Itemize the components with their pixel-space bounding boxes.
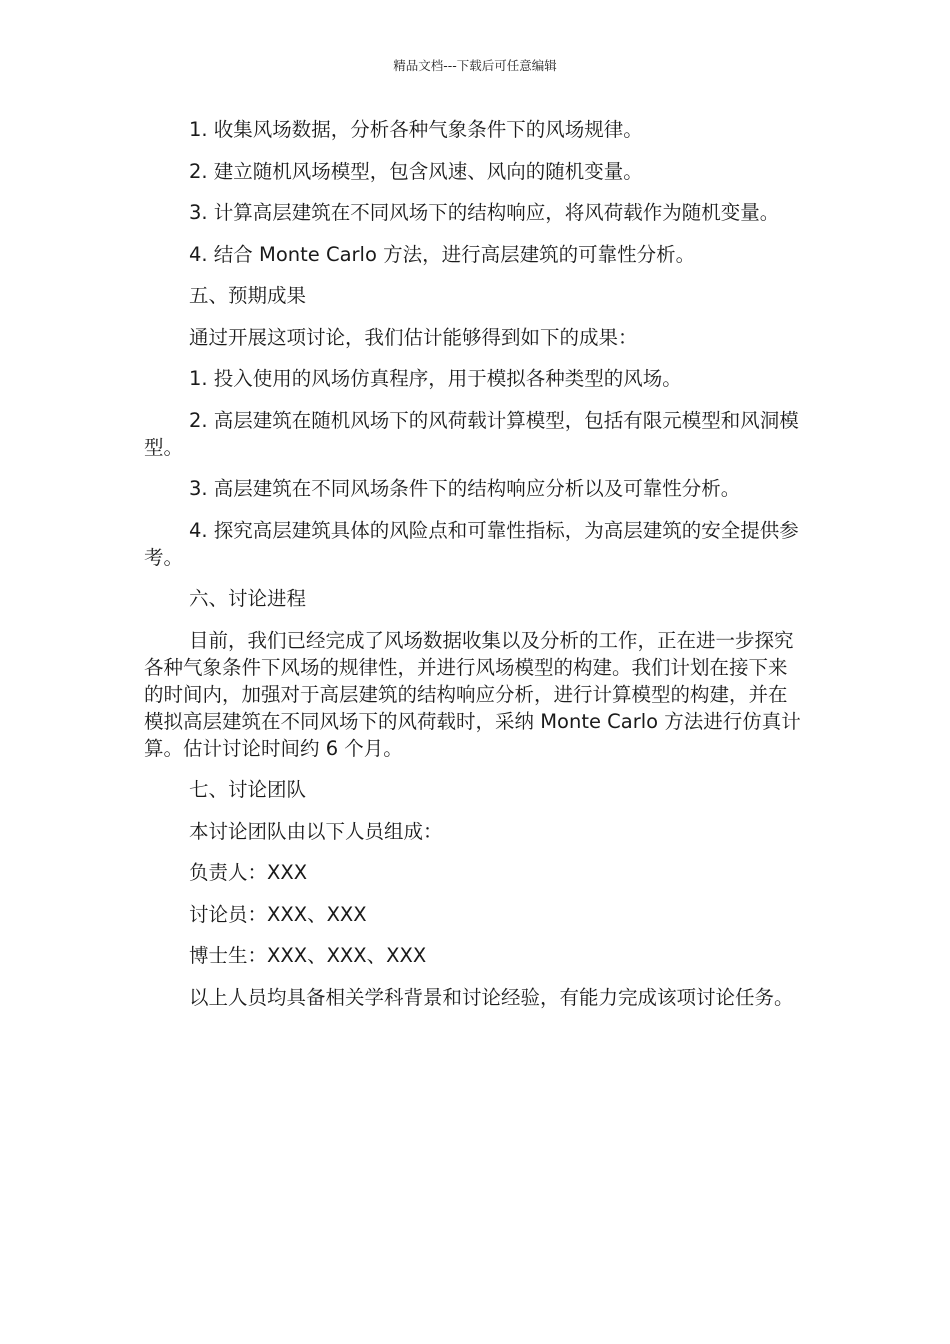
document-body bbox=[144, 116, 804, 1025]
list-item: 4. 探究高层建筑具体的风险点和可靠性指标，为高层建筑的安全提供参考。 bbox=[144, 518, 799, 569]
paragraph: 目前，我们已经完成了风场数据收集以及分析的工作，正在进一步探究各种气象条件下风场的规律性，并进行风场模型的构建。我们计划在接下来的时间内，加强对于高层建筑的结构响应分析，进行计算模型的构建，并在模拟高层建筑在不同风场下的风荷载时，采纳 Monte Carlo 方法进行仿真计算。估计讨论时间约 6 个月。 bbox=[144, 628, 801, 760]
list-item: 1. 收集风场数据，分析各种气象条件下的风场规律。 bbox=[189, 118, 643, 141]
list-item: 1. 投入使用的风场仿真程序，用于模拟各种类型的风场。 bbox=[189, 367, 682, 390]
team-member-researchers: 讨论员：XXX、XXX bbox=[189, 902, 367, 926]
list-item: 2. 建立随机风场模型，包含风速、风向的随机变量。 bbox=[189, 159, 643, 183]
list-item: 3. 高层建筑在不同风场条件下的结构响应分析以及可靠性分析。 bbox=[189, 477, 741, 500]
team-member-leader: 负责人：XXX bbox=[189, 861, 308, 884]
section-heading-team: 七、讨论团队 bbox=[189, 778, 307, 801]
list-item: 3. 计算高层建筑在不同风场下的结构响应，将风荷载作为随机变量。 bbox=[189, 201, 780, 224]
page-header: 精品文档---下载后可任意编辑 bbox=[393, 58, 557, 73]
section-heading-progress: 六、讨论进程 bbox=[189, 587, 307, 610]
section-heading-expected-results: 五、预期成果 bbox=[189, 284, 307, 307]
team-member-phd-students: 博士生：XXX、XXX、XXX bbox=[189, 944, 427, 967]
list-item: 4. 结合 Monte Carlo 方法，进行高层建筑的可靠性分析。 bbox=[189, 242, 696, 266]
paragraph: 本讨论团队由以下人员组成： bbox=[189, 819, 443, 843]
list-item: 2. 高层建筑在随机风场下的风荷载计算模型，包括有限元模型和风洞模型。 bbox=[144, 408, 799, 459]
paragraph: 通过开展这项讨论，我们估计能够得到如下的成果： bbox=[189, 325, 638, 349]
paragraph: 以上人员均具备相关学科背景和讨论经验，有能力完成该项讨论任务。 bbox=[189, 985, 794, 1009]
